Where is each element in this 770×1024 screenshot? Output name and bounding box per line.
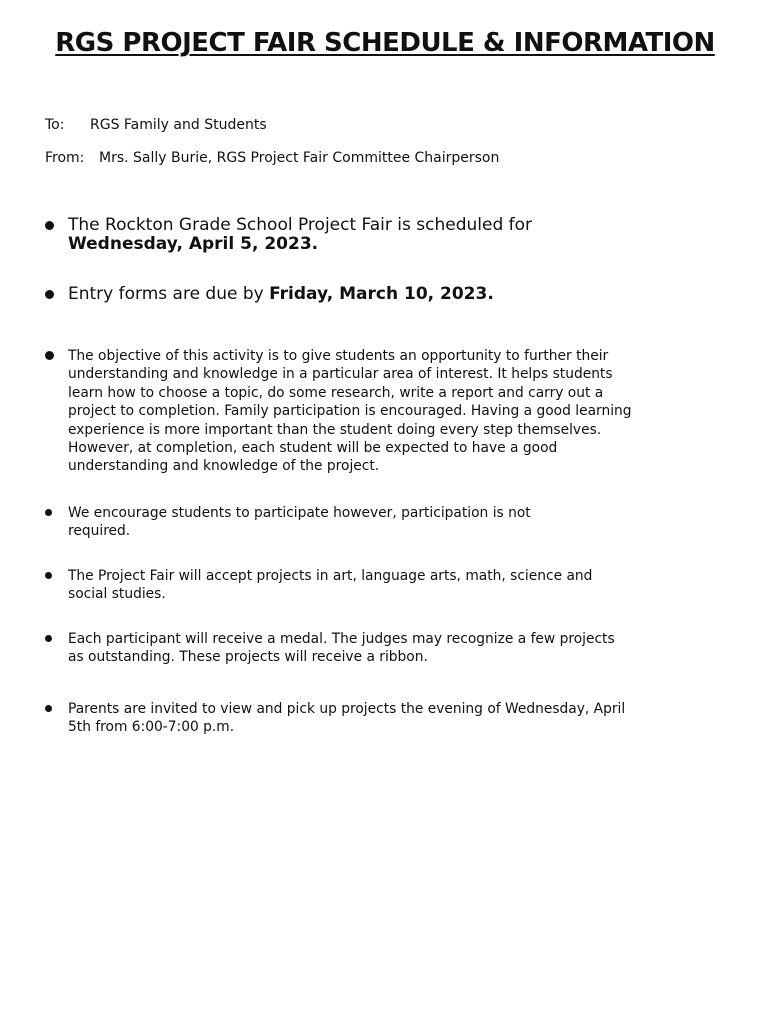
fair-date-text: The Rockton Grade School Project Fair is scheduled for <box>68 215 533 235</box>
pickup-line: 5th from 6:00-7:00 p.m. <box>68 719 235 736</box>
objective-line: The objective of this activity is to give students an opportunity to further their <box>68 348 609 364</box>
bullet-dot-icon <box>45 351 54 360</box>
memo-to-line <box>45 117 267 133</box>
bullet-dot-icon <box>45 572 52 579</box>
memo-to-value: RGS Family and Students <box>90 117 267 133</box>
subjects-line: The Project Fair will accept projects in art, language arts, math, science and <box>68 568 593 584</box>
memo-from-line <box>45 150 499 166</box>
memo-to-label: To: <box>45 117 65 133</box>
awards-line: Each participant will receive a medal. The judges may recognize a few projects <box>68 631 615 647</box>
subjects-line: social studies. <box>68 586 166 603</box>
participation-line: We encourage students to participate however, participation is not <box>68 505 531 521</box>
bullet-dot-icon <box>45 509 52 516</box>
objective-line: However, at completion, each student will be expected to have a good <box>68 440 558 457</box>
objective-line: experience is more important than the student doing every step themselves. <box>68 421 602 438</box>
bullet-dot-icon <box>45 221 54 230</box>
objective-line: learn how to choose a topic, do some research, write a report and carry out a <box>68 384 604 401</box>
memo-from-label: From: <box>45 150 85 166</box>
entry-forms-emphasis: Friday, March 10, 2023. <box>269 284 494 304</box>
awards-line: as outstanding. These projects will receive a ribbon. <box>68 649 428 666</box>
fair-date-emphasis: Wednesday, April 5, 2023. <box>68 234 319 254</box>
objective-line: understanding and knowledge in a particular area of interest. It helps students <box>68 366 613 383</box>
objective-line: project to completion. Family participation is encouraged. Having a good learning <box>68 403 632 420</box>
bullet-dot-icon <box>45 635 52 642</box>
participation-line: required. <box>68 523 131 540</box>
bullet-dot-icon <box>45 705 52 712</box>
bullet-dot-icon <box>45 290 54 299</box>
pickup-line: Parents are invited to view and pick up projects the evening of Wednesday, April <box>68 701 626 717</box>
objective-line: understanding and knowledge of the project. <box>68 458 380 475</box>
document-title: RGS PROJECT FAIR SCHEDULE & INFORMATION <box>55 28 715 58</box>
memo-from-value: Mrs. Sally Burie, RGS Project Fair Committee Chairperson <box>99 150 500 166</box>
entry-forms-text: Entry forms are due by <box>68 284 264 304</box>
